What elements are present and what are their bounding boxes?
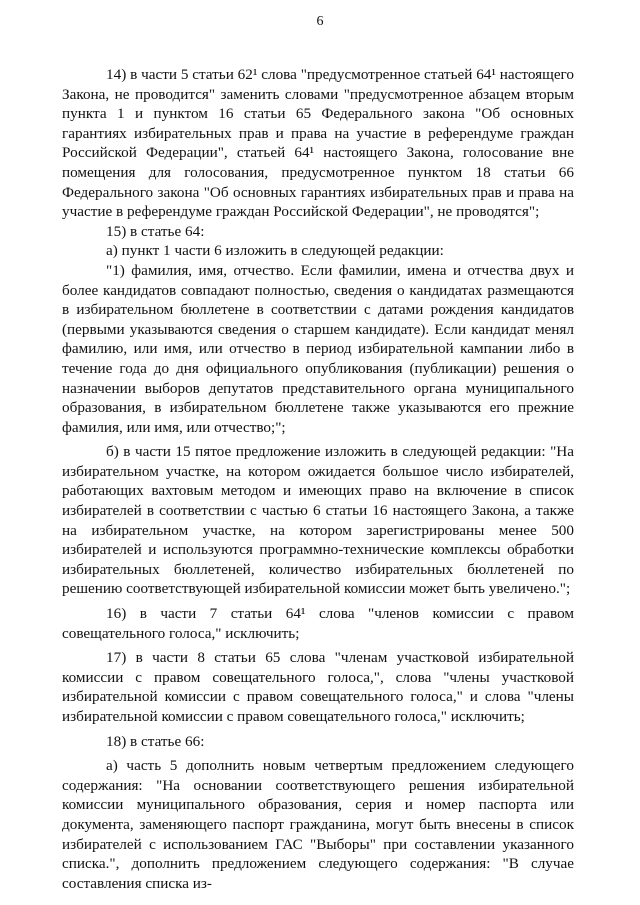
paragraph-subitem-15a-text: "1) фамилия, имя, отчество. Если фамилии, имена и отчества двух и более кандидатов совпадают полностью, сведения о кандидатах размещаются в избирательном бюллетене в соответствии с датами рождения кандидатов (первыми указываются сведения о старшем кандидате). Если кандидат менял фамилию, или имя, или отчество в период избирательной кампании либо в течение года до дня официального опубликования (публикации) решения о назначении выборов депутатов представительного органа муниципального образования, в избирательном бюллетене также указываются его прежние фамилия, или имя, или отчество;"; (62, 261, 574, 436)
paragraph-item-18: 18) в статье 66: (106, 732, 205, 750)
page-number: 6 (316, 14, 324, 29)
document-body (62, 65, 574, 893)
paragraph-item-17: 17) в части 8 статьи 65 слова "членам участковой избирательной комиссии с правом совещательного голоса,", слова "члены участковой избирательной комиссии с правом совещательного голоса," и слова "члены избирательной комиссии с правом совещательного голоса," исключить; (62, 649, 574, 725)
paragraph-subitem-18a: а) часть 5 дополнить новым четвертым предложением следующего содержания: "На основании соответствующего решения избирательной комиссии муниципального образования, серия и номер паспорта или документа, заменяющего паспорт гражданина, могут быть внесены в список избирателей с использованием ГАС "Выборы" при составлении указанного списка.", дополнить предложением следующего содержания: "В случае составления списка из- (62, 757, 574, 892)
paragraph-item-15: 15) в статье 64: (106, 222, 205, 240)
paragraph-item-14: 14) в части 5 статьи 62¹ слова "предусмотренное статьей 64¹ настоящего Закона, не проводится" заменить словами "предусмотренное абзацем вторым пункта 1 и пунктом 16 статьи 65 Федерального закона "Об основных гарантиях избирательных прав и права на участие в референдуме граждан Российской Федерации", статьей 64¹ настоящего Закона, голосование вне помещения для голосования, предусмотренное пунктом 18 статьи 66 Федерального закона "Об основных гарантиях избирательных прав и права на участие в референдуме граждан Российской Федерации", не проводятся"; (62, 66, 574, 221)
paragraph-subitem-15b: б) в части 15 пятое предложение изложить в следующей редакции: "На избирательном участке, на котором ожидается большое число избирателей, работающих вахтовым методом и имеющих право на включение в список избирателей в соответствии с частью 6 статьи 16 настоящего Закона, а также на избирательном участке, на котором зарегистрированы менее 500 избирателей и используются программно-технические комплексы обработки избирательных бюллетеней, количество избирательных бюллетеней по решению соответствующей избирательной комиссии может быть увеличено."; (62, 443, 574, 598)
paragraph-subitem-15a-intro: а) пункт 1 части 6 изложить в следующей редакции: (106, 242, 444, 260)
paragraph-item-16: 16) в части 7 статьи 64¹ слова "членов комиссии с правом совещательного голоса," исключить; (62, 605, 574, 642)
